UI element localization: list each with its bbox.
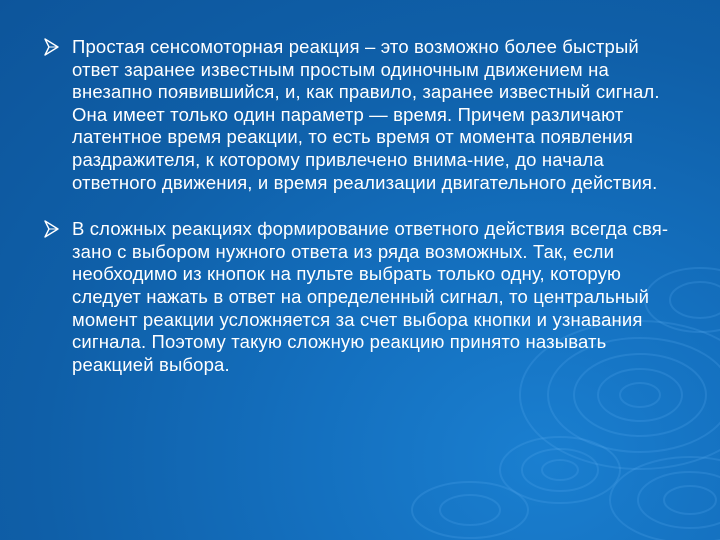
arrowhead-bullet-icon bbox=[44, 38, 60, 56]
bullet-list bbox=[44, 36, 684, 400]
arrowhead-bullet-icon bbox=[44, 220, 60, 238]
bullet-text: В сложных реакциях формирование ответного действия всегда свя-зано с выбором нужного ответа из ряда возможных. Так, если необходимо из кнопок на пульте выбрать только одну, которую следует нажать в ответ на определенный сигнал, то центральный момент реакции усложняется за счет выбора кнопки и узнавания сигнала. Поэтому такую сложную реакцию принято называть реакцией выбора. bbox=[72, 218, 669, 375]
bullet-item-simple-reaction bbox=[44, 36, 684, 194]
bullet-text: Простая сенсомоторная реакция – это возможно более быстрый ответ заранее известным простым одиночным движением на внезапно появившийся, и, как правило, заранее известный сигнал. Она имеет только один параметр — время. Причем различают латентное время реакции, то есть время от момента появления раздражителя, к которому привлечено внима-ние, до начала ответного движения, и время реализации двигательного действия. bbox=[72, 36, 660, 193]
bullet-item-complex-reaction bbox=[44, 218, 684, 376]
